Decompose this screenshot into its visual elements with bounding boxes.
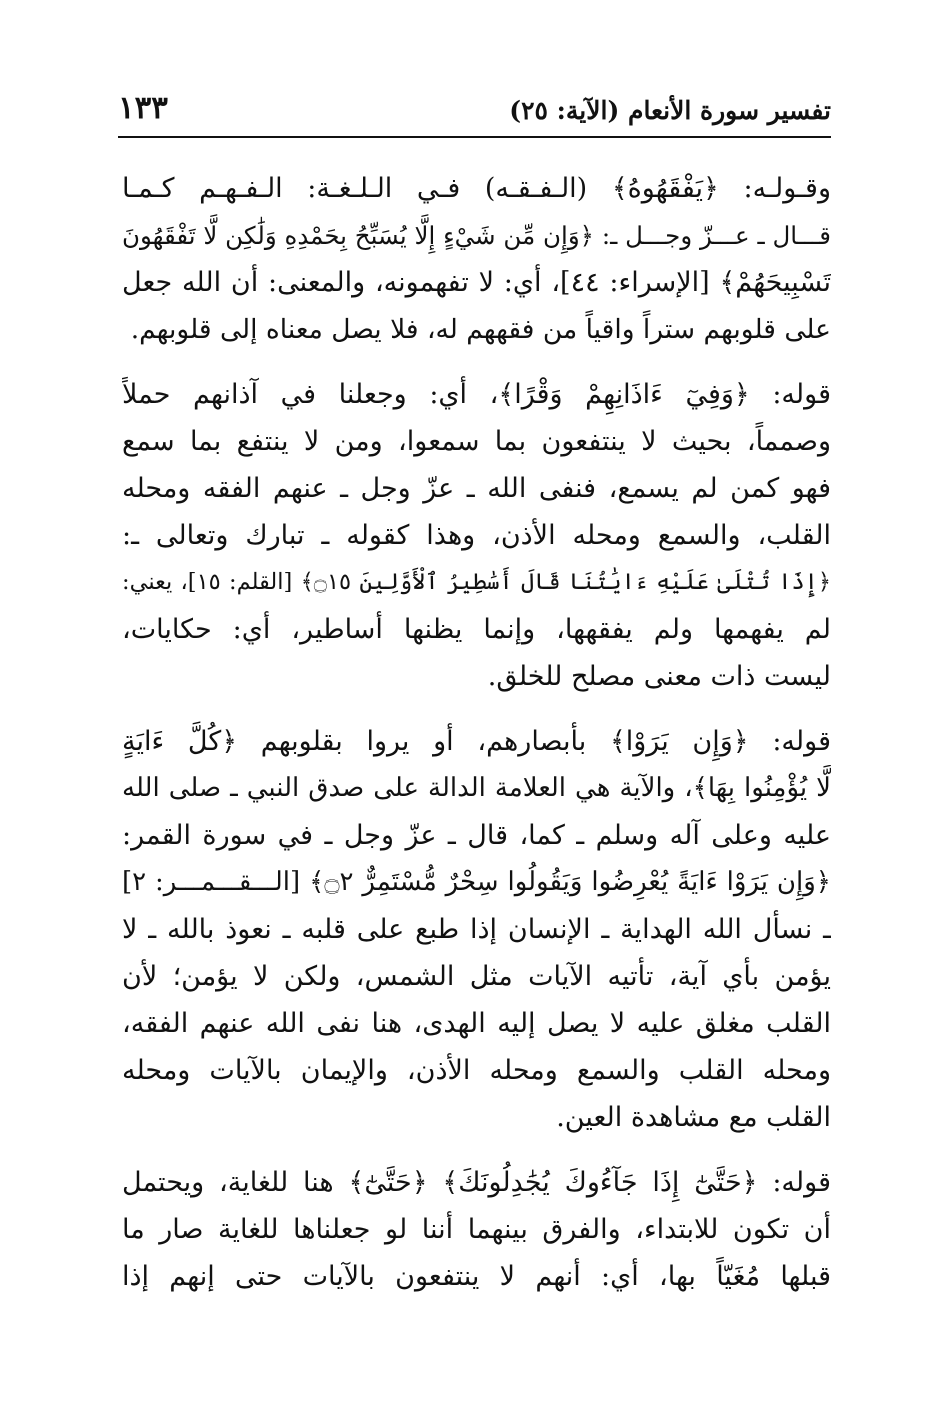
paragraph-2 [122,371,831,700]
paragraph-3 [122,718,831,1141]
running-title: تفسير سورة الأنعام (الآية: ٢٥) [509,96,831,125]
paragraph-1 [122,165,831,353]
text-line: فهو كمن لم يسمع، فنفى الله ـ عزّ وجل ـ عنهم الفقه ومحله [122,473,831,504]
text-line: وصمماً، بحيث لا ينتفعون بما سمعوا، ومن لا ينتفع بما سمع [122,426,831,457]
text-line: القلب، والسمع ومحله الأذن، وهذا كقوله ـ تبارك وتعالى ـ: [122,520,831,551]
text-line: ﴿إِذَا تُتْلَىٰ عَلَيْهِ ءَايَٰتُنَا قَالَ أَسَٰطِيرُ ٱلْأَوَّلِينَ ۝١٥﴾ [القلم: ١٥]، يعني: [122,569,831,595]
text-line: قـــال ـ عـــزّ وجـــل ـ: ﴿وَإِن مِّن شَيْءٍ إِلَّا يُسَبِّحُ بِحَمْدِهِ وَلَٰكِن لَّا تَفْقَهُونَ [122,221,831,250]
text-line: ﴿وَإِن يَرَوْا ءَايَةً يُعْرِضُوا وَيَقُولُوا سِحْرٌ مُّسْتَمِرٌّ ۝٢﴾ [الـــقـــمـــر: ٢] [122,867,831,897]
text-line: لَّا يُؤْمِنُوا بِهَا﴾، والآية هي العلامة الدالة على صدق النبي ـ صلى الله [122,773,831,803]
text-line: وقـولـه: ﴿يَفْقَهُوهُ﴾ (الـفـقـه) فـي الـلـغـة: الـفـهـم كـمـا [122,173,831,204]
text-line: ومحله القلب والسمع ومحله الأذن، والإيمان بالآيات ومحله [122,1055,831,1086]
text-line: قوله: ﴿وَإِن يَرَوْا﴾ بأبصارهم، أو يروا بقلوبهم ﴿كُلَّ ءَايَةٍ [122,726,831,757]
text-line: يؤمن بأي آية، تأتيه الآيات مثل الشمس، ولكن لا يؤمن؛ لأن [122,961,831,992]
text-line: على قلوبهم ستراً واقياً من فقههم له، فلا يصل معناه إلى قلوبهم. [130,314,831,345]
text-line: القلب مغلق عليه لا يصل إليه الهدى، هنا نفى الله عنهم الفقه، [122,1008,831,1039]
text-line: أن تكون للابتداء، والفرق بينهما أننا لو جعلناها للغاية صار ما [122,1214,831,1245]
paragraph-4 [122,1159,831,1300]
text-line: ـ نسأل الله الهداية ـ الإنسان إذا طبع على قلبه ـ نعوذ بالله ـ لا [122,914,831,945]
text-line: لم يفهمها ولم يفقهها، وإنما يظنها أساطير، أي: حكايات، [122,614,831,645]
header-rule [118,136,831,138]
text-line: عليه وعلى آله وسلم ـ كما، قال ـ عزّ وجل ـ في سورة القمر: [122,820,831,851]
running-header [118,88,831,132]
text-line: ليست ذات معنى مصلح للخلق. [487,661,831,692]
body-text [122,165,831,1318]
text-line: قبلها مُغَيّاً بها، أي: أنهم لا ينتفعون بالآيات حتى إنهم إذا [122,1261,831,1292]
text-line: قوله: ﴿حَتَّىٰٓ إِذَا جَآءُوكَ يُجَٰدِلُونَكَ﴾ ﴿حَتَّىٰٓ﴾ هنا للغاية، ويحتمل [122,1167,831,1198]
page-number: ١٣٣ [118,90,168,126]
text-line: تَسْبِيحَهُمْ﴾ [الإسراء: ٤٤]، أي: لا تفهمونه، والمعنى: أن الله جعل [122,267,831,298]
text-line: القلب مع مشاهدة العين. [556,1102,831,1133]
text-line: قوله: ﴿وَفِيٓ ءَاذَانِهِمْ وَقْرًا﴾، أي: وجعلنا في آذانهم حملاً [122,379,831,410]
